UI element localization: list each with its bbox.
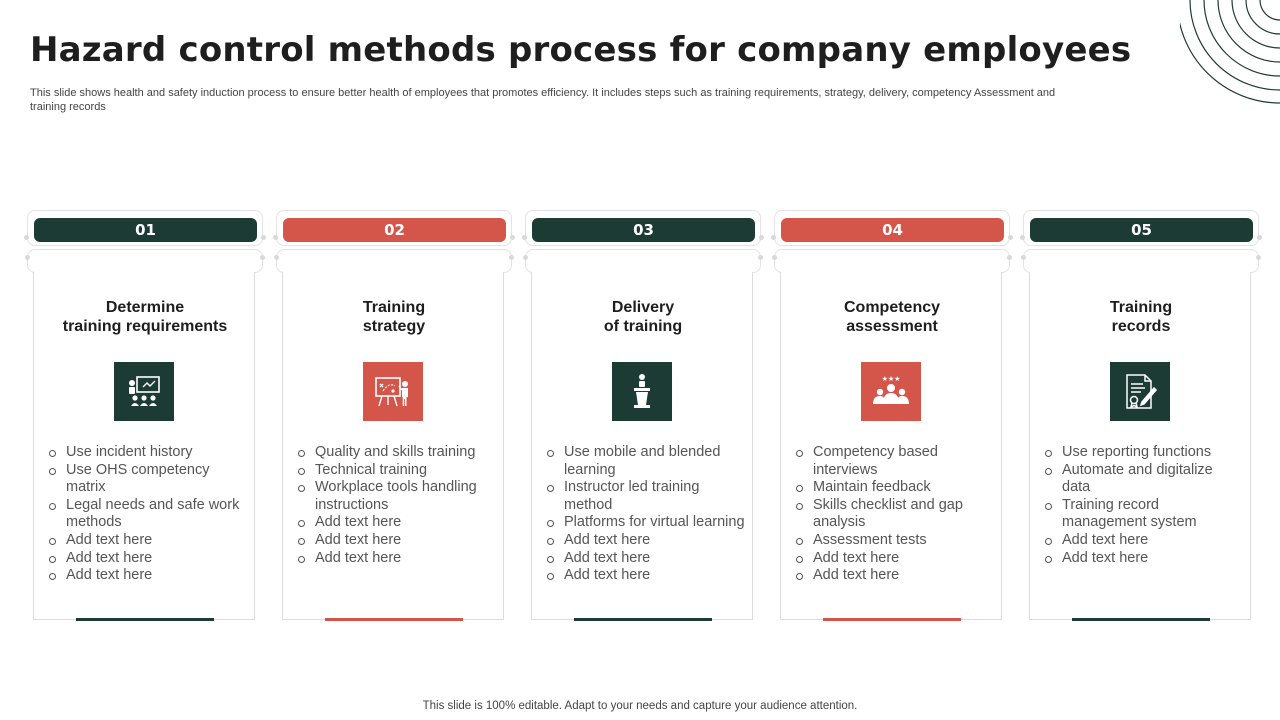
step-heading-line: records xyxy=(1111,318,1171,335)
list-item: Training record management system xyxy=(1044,497,1244,532)
step-heading-line: assessment xyxy=(846,318,938,335)
slide-subtitle: This slide shows health and safety induction process to ensure better health of employees that promotes efficiency. It includes steps such as training requirements, strategy, delivery, competency Assessment and training records xyxy=(30,87,1056,113)
list-item: Add text here xyxy=(795,550,995,568)
card-bottom-accent xyxy=(1072,618,1210,621)
list-item: Add text here xyxy=(546,532,746,550)
step-tab-frame xyxy=(276,210,512,246)
slide-title: Hazard control methods process for company employees xyxy=(30,30,1132,70)
step-heading xyxy=(1030,298,1252,336)
step-heading-line: training requirements xyxy=(62,318,228,335)
list-item: Use mobile and blended learning xyxy=(546,444,746,479)
step-number-badge: 03 xyxy=(532,218,755,242)
list-item: Workplace tools handling instructions xyxy=(297,479,497,514)
slide-footer: This slide is 100% editable. Adapt to your needs and capture your audience attention. xyxy=(422,700,858,712)
list-item: Add text here xyxy=(297,514,497,532)
list-item: Use reporting functions xyxy=(1044,444,1244,462)
step-heading xyxy=(532,298,754,336)
step-heading-line: of training xyxy=(603,318,683,335)
list-item: Add text here xyxy=(48,532,248,550)
card-bottom-accent xyxy=(823,618,961,621)
team-rating-icon xyxy=(861,362,921,421)
presentation-audience-icon xyxy=(114,362,174,421)
list-item: Automate and digitalize data xyxy=(1044,462,1244,497)
list-item: Add text here xyxy=(48,550,248,568)
step-card-body xyxy=(1029,272,1251,620)
card-connector xyxy=(1023,249,1259,273)
list-item: Add text here xyxy=(1044,532,1244,550)
list-item: Add text here xyxy=(1044,550,1244,568)
step-card-body xyxy=(531,272,753,620)
strategy-board-icon xyxy=(363,362,423,421)
step-heading-line: strategy xyxy=(362,318,426,335)
list-item: Legal needs and safe work methods xyxy=(48,497,248,532)
card-connector xyxy=(774,249,1010,273)
podium-speaker-icon xyxy=(612,362,672,421)
step-heading-line: Determine xyxy=(105,299,185,316)
card-connector xyxy=(27,249,263,273)
step-points-list xyxy=(795,444,995,585)
list-item: Maintain feedback xyxy=(795,479,995,497)
certificate-document-icon xyxy=(1110,362,1170,421)
step-card-2 xyxy=(276,210,512,622)
step-card-5 xyxy=(1023,210,1259,622)
step-tab-frame xyxy=(525,210,761,246)
step-heading xyxy=(283,298,505,336)
step-card-1 xyxy=(27,210,263,622)
step-card-body xyxy=(33,272,255,620)
list-item: Quality and skills training xyxy=(297,444,497,462)
card-bottom-accent xyxy=(574,618,712,621)
step-points-list xyxy=(297,444,497,567)
list-item: Add text here xyxy=(297,532,497,550)
list-item: Use incident history xyxy=(48,444,248,462)
card-bottom-accent xyxy=(325,618,463,621)
step-heading xyxy=(34,298,256,336)
list-item: Add text here xyxy=(48,567,248,585)
list-item: Add text here xyxy=(297,550,497,568)
step-heading-line: Training xyxy=(362,299,426,316)
step-number-badge: 01 xyxy=(34,218,257,242)
card-bottom-accent xyxy=(76,618,214,621)
step-number-badge: 05 xyxy=(1030,218,1253,242)
step-heading-line: Delivery xyxy=(611,299,675,316)
step-number-badge: 02 xyxy=(283,218,506,242)
card-connector xyxy=(276,249,512,273)
list-item: Add text here xyxy=(546,550,746,568)
step-card-4 xyxy=(774,210,1010,622)
step-tab-frame xyxy=(774,210,1010,246)
step-points-list xyxy=(546,444,746,585)
step-points-list xyxy=(1044,444,1244,567)
list-item: Add text here xyxy=(795,567,995,585)
list-item: Instructor led training method xyxy=(546,479,746,514)
step-heading-line: Training xyxy=(1109,299,1173,316)
list-item: Technical training xyxy=(297,462,497,480)
list-item: Skills checklist and gap analysis xyxy=(795,497,995,532)
card-connector xyxy=(525,249,761,273)
step-number-badge: 04 xyxy=(781,218,1004,242)
svg-text:★★★: ★★★ xyxy=(881,374,901,383)
step-card-body xyxy=(282,272,504,620)
step-heading-line: Competency xyxy=(843,299,941,316)
step-card-body xyxy=(780,272,1002,620)
step-heading xyxy=(781,298,1003,336)
step-tab-frame xyxy=(27,210,263,246)
step-points-list xyxy=(48,444,248,585)
list-item: Assessment tests xyxy=(795,532,995,550)
list-item: Use OHS competency matrix xyxy=(48,462,248,497)
list-item: Competency based interviews xyxy=(795,444,995,479)
step-tab-frame xyxy=(1023,210,1259,246)
list-item: Add text here xyxy=(546,567,746,585)
step-card-3 xyxy=(525,210,761,622)
list-item: Platforms for virtual learning xyxy=(546,514,746,532)
concentric-rings-decoration xyxy=(1180,0,1280,105)
